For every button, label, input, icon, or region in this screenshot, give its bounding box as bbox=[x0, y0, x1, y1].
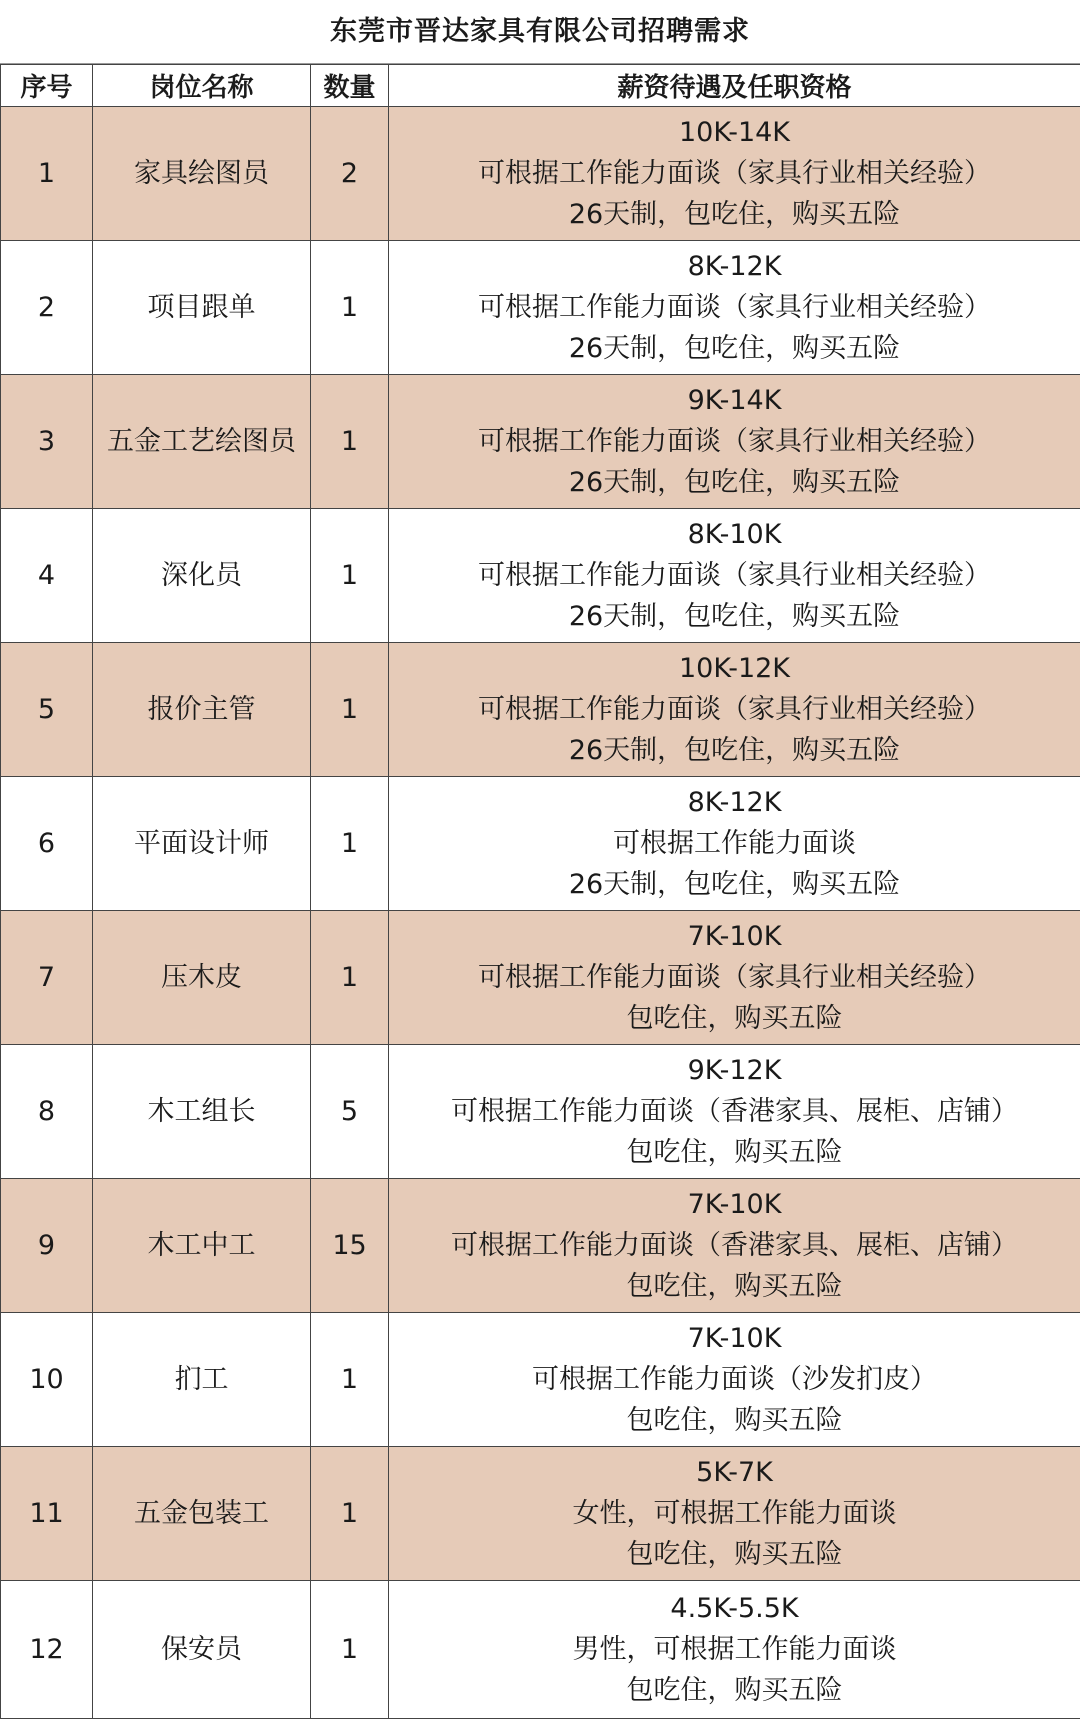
position-quantity: 1 bbox=[311, 777, 389, 911]
salary-range: 9K-12K bbox=[389, 1050, 1080, 1091]
requirement-detail: 可根据工作能力面谈（家具行业相关经验） bbox=[389, 689, 1080, 730]
position-quantity: 1 bbox=[311, 241, 389, 375]
benefits: 26天制，包吃住，购买五险 bbox=[389, 194, 1080, 235]
requirement-detail: 可根据工作能力面谈（香港家具、展柜、店铺） bbox=[389, 1225, 1080, 1266]
salary-requirements-cell bbox=[389, 509, 1080, 643]
salary-range: 10K-14K bbox=[389, 112, 1080, 153]
row-number: 9 bbox=[1, 1179, 93, 1313]
table-row bbox=[1, 107, 1080, 241]
header-salary-requirements: 薪资待遇及任职资格 bbox=[389, 65, 1080, 107]
salary-range: 9K-14K bbox=[389, 380, 1080, 421]
salary-range: 8K-12K bbox=[389, 782, 1080, 823]
row-number: 2 bbox=[1, 241, 93, 375]
salary-range: 7K-10K bbox=[389, 1184, 1080, 1225]
position-quantity: 1 bbox=[311, 911, 389, 1045]
row-number: 10 bbox=[1, 1313, 93, 1447]
salary-requirements-cell bbox=[389, 1313, 1080, 1447]
row-number: 3 bbox=[1, 375, 93, 509]
position-name: 木工中工 bbox=[93, 1179, 311, 1313]
salary-range: 8K-10K bbox=[389, 514, 1080, 555]
requirement-detail: 可根据工作能力面谈（家具行业相关经验） bbox=[389, 287, 1080, 328]
requirement-detail: 可根据工作能力面谈（家具行业相关经验） bbox=[389, 153, 1080, 194]
position-quantity: 5 bbox=[311, 1045, 389, 1179]
position-quantity: 15 bbox=[311, 1179, 389, 1313]
row-number: 4 bbox=[1, 509, 93, 643]
position-quantity: 1 bbox=[311, 1313, 389, 1447]
table-row bbox=[1, 1447, 1080, 1581]
table-row bbox=[1, 241, 1080, 375]
position-name: 平面设计师 bbox=[93, 777, 311, 911]
row-number: 11 bbox=[1, 1447, 93, 1581]
requirement-detail: 可根据工作能力面谈（家具行业相关经验） bbox=[389, 957, 1080, 998]
salary-requirements-cell bbox=[389, 911, 1080, 1045]
benefits: 包吃住，购买五险 bbox=[389, 1400, 1080, 1441]
requirement-detail: 男性，可根据工作能力面谈 bbox=[389, 1629, 1080, 1670]
salary-requirements-cell bbox=[389, 107, 1080, 241]
row-number: 1 bbox=[1, 107, 93, 241]
salary-requirements-cell bbox=[389, 1447, 1080, 1581]
position-name: 深化员 bbox=[93, 509, 311, 643]
table-row bbox=[1, 911, 1080, 1045]
salary-requirements-cell bbox=[389, 375, 1080, 509]
position-quantity: 1 bbox=[311, 375, 389, 509]
position-name: 五金包装工 bbox=[93, 1447, 311, 1581]
recruitment-table bbox=[0, 64, 1080, 1719]
salary-range: 8K-12K bbox=[389, 246, 1080, 287]
position-name: 压木皮 bbox=[93, 911, 311, 1045]
position-name: 扪工 bbox=[93, 1313, 311, 1447]
salary-requirements-cell bbox=[389, 1581, 1080, 1719]
salary-range: 4.5K-5.5K bbox=[389, 1588, 1080, 1629]
salary-range: 5K-7K bbox=[389, 1452, 1080, 1493]
salary-range: 10K-12K bbox=[389, 648, 1080, 689]
position-name: 家具绘图员 bbox=[93, 107, 311, 241]
row-number: 7 bbox=[1, 911, 93, 1045]
position-quantity: 1 bbox=[311, 509, 389, 643]
position-quantity: 1 bbox=[311, 1581, 389, 1719]
position-quantity: 2 bbox=[311, 107, 389, 241]
header-no: 序号 bbox=[1, 65, 93, 107]
position-name: 报价主管 bbox=[93, 643, 311, 777]
row-number: 6 bbox=[1, 777, 93, 911]
requirement-detail: 可根据工作能力面谈（香港家具、展柜、店铺） bbox=[389, 1091, 1080, 1132]
requirement-detail: 女性，可根据工作能力面谈 bbox=[389, 1493, 1080, 1534]
position-quantity: 1 bbox=[311, 1447, 389, 1581]
position-name: 保安员 bbox=[93, 1581, 311, 1719]
salary-requirements-cell bbox=[389, 241, 1080, 375]
requirement-detail: 可根据工作能力面谈（家具行业相关经验） bbox=[389, 421, 1080, 462]
salary-range: 7K-10K bbox=[389, 916, 1080, 957]
table-row bbox=[1, 1581, 1080, 1719]
position-name: 木工组长 bbox=[93, 1045, 311, 1179]
table-row bbox=[1, 1045, 1080, 1179]
position-name: 项目跟单 bbox=[93, 241, 311, 375]
position-name: 五金工艺绘图员 bbox=[93, 375, 311, 509]
benefits: 26天制，包吃住，购买五险 bbox=[389, 596, 1080, 637]
page-title: 东莞市晋达家具有限公司招聘需求 bbox=[0, 0, 1080, 64]
table-row bbox=[1, 375, 1080, 509]
requirement-detail: 可根据工作能力面谈 bbox=[389, 823, 1080, 864]
requirement-detail: 可根据工作能力面谈（沙发扪皮） bbox=[389, 1359, 1080, 1400]
benefits: 包吃住，购买五险 bbox=[389, 1534, 1080, 1575]
table-row bbox=[1, 1179, 1080, 1313]
benefits: 包吃住，购买五险 bbox=[389, 1132, 1080, 1173]
benefits: 26天制，包吃住，购买五险 bbox=[389, 462, 1080, 503]
header-row bbox=[1, 65, 1080, 107]
row-number: 8 bbox=[1, 1045, 93, 1179]
table-row bbox=[1, 1313, 1080, 1447]
benefits: 26天制，包吃住，购买五险 bbox=[389, 328, 1080, 369]
table-row bbox=[1, 777, 1080, 911]
requirement-detail: 可根据工作能力面谈（家具行业相关经验） bbox=[389, 555, 1080, 596]
benefits: 包吃住，购买五险 bbox=[389, 1670, 1080, 1711]
header-quantity: 数量 bbox=[311, 65, 389, 107]
benefits: 包吃住，购买五险 bbox=[389, 998, 1080, 1039]
table-row bbox=[1, 509, 1080, 643]
benefits: 26天制，包吃住，购买五险 bbox=[389, 864, 1080, 905]
benefits: 26天制，包吃住，购买五险 bbox=[389, 730, 1080, 771]
salary-requirements-cell bbox=[389, 777, 1080, 911]
salary-requirements-cell bbox=[389, 643, 1080, 777]
header-position-name: 岗位名称 bbox=[93, 65, 311, 107]
salary-range: 7K-10K bbox=[389, 1318, 1080, 1359]
salary-requirements-cell bbox=[389, 1179, 1080, 1313]
salary-requirements-cell bbox=[389, 1045, 1080, 1179]
row-number: 12 bbox=[1, 1581, 93, 1719]
table-row bbox=[1, 643, 1080, 777]
benefits: 包吃住，购买五险 bbox=[389, 1266, 1080, 1307]
position-quantity: 1 bbox=[311, 643, 389, 777]
row-number: 5 bbox=[1, 643, 93, 777]
